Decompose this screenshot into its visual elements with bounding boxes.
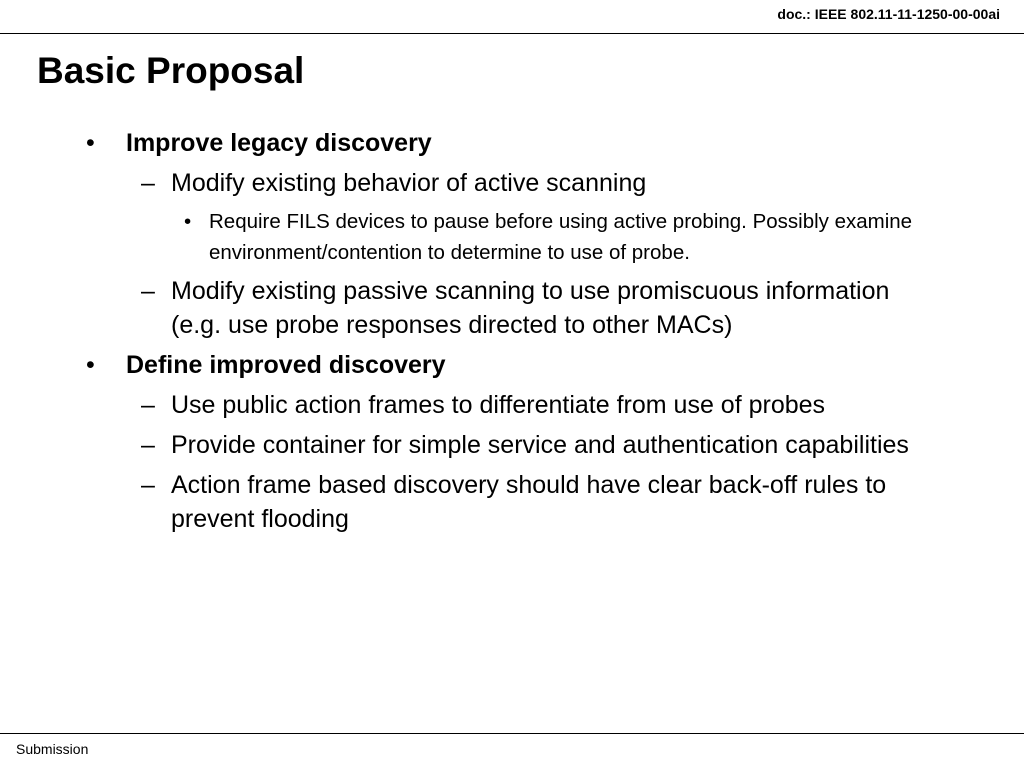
subbullet-example-text: (e.g. use probe responses directed to other MACs): [171, 311, 733, 339]
slide-title: Basic Proposal: [37, 50, 305, 91]
subsubbullet-fils-pause: [0, 206, 1024, 268]
dash-marker: –: [141, 169, 155, 197]
bullet-define-improved-discovery: [0, 348, 1024, 382]
subbullet-public-action-frames: [0, 388, 1024, 422]
header-divider: [0, 33, 1024, 34]
slide-body: [0, 126, 1024, 536]
subbullet-text: Provide container for simple service and authentication capabilities: [171, 431, 909, 459]
bullet-marker: •: [86, 129, 95, 157]
subbullet-text: Use public action frames to differentiate from use of probes: [171, 391, 826, 419]
subsubbullet-text: Require FILS devices to pause before using active probing. Possibly examine environment/contention to determine to use of probe.: [209, 210, 913, 264]
subbullet-active-scanning: [0, 166, 1024, 200]
bullet-improve-legacy-discovery: [0, 126, 1024, 160]
subbullet-container: [0, 428, 1024, 462]
subbullet-text: Action frame based discovery should have clear back-off rules to prevent flooding: [171, 471, 887, 533]
dash-marker: –: [141, 391, 155, 419]
dash-marker: –: [141, 471, 155, 499]
bullet-text: Improve legacy discovery: [126, 129, 432, 157]
bullet-text: Define improved discovery: [126, 351, 446, 379]
footer-divider: [0, 733, 1024, 734]
document-id: doc.: IEEE 802.11-11-1250-00-00ai: [777, 6, 1000, 22]
subbullet-passive-scanning: [0, 274, 1024, 342]
subbullet-text: Modify existing behavior of active scanning: [171, 169, 647, 197]
dash-marker: –: [141, 431, 155, 459]
dash-marker: –: [141, 277, 155, 305]
subbullet-back-off-rules: [0, 468, 1024, 536]
footer-submission: Submission: [16, 741, 89, 757]
subbullet-text: Modify existing passive scanning to use promiscuous information: [171, 277, 890, 305]
bullet-marker: •: [184, 210, 192, 233]
bullet-marker: •: [86, 351, 95, 379]
